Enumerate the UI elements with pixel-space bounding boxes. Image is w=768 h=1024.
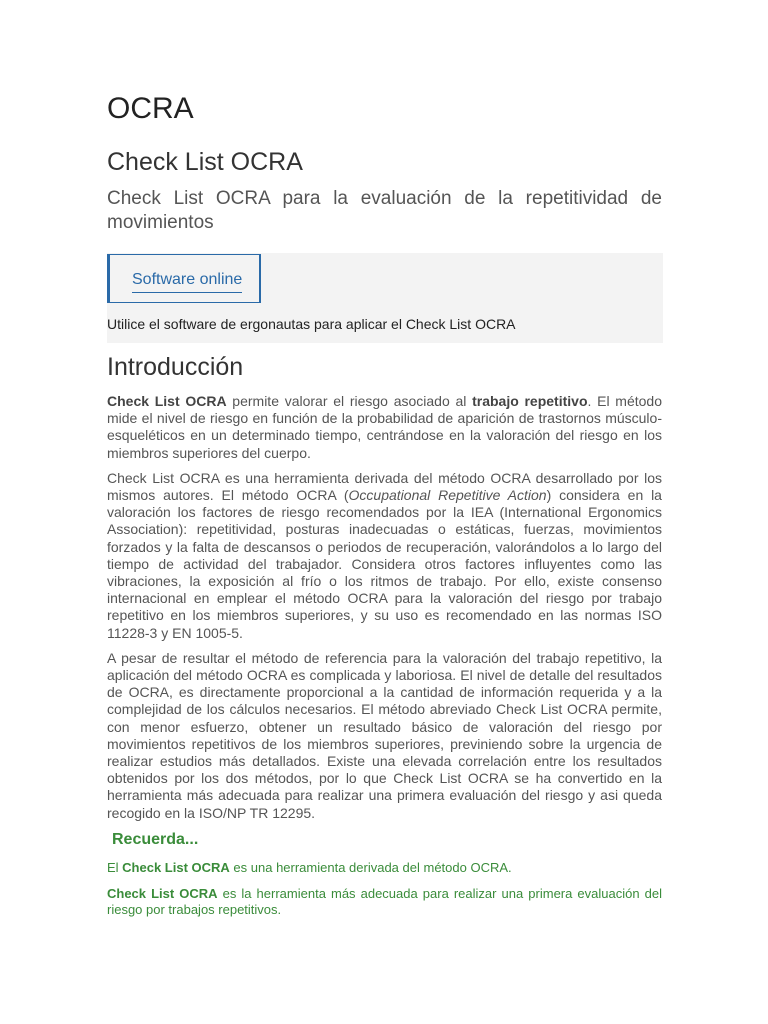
software-online-button[interactable]	[107, 254, 261, 303]
intro-paragraph-1	[107, 393, 662, 462]
text-run: es la herramienta más adecuada para realizar una primera evaluación del riesgo por trabajos repetitivos.	[107, 886, 662, 917]
text-run: Check List OCRA es una herramienta derivada del método OCRA desarrollado por los mismos autores. El método OCRA (	[107, 469, 662, 504]
text-run: es una herramienta derivada del método OCRA.	[229, 860, 512, 875]
text-run: ) considera en la valoración los factores de riesgo recomendados por la IEA (International Ergonomics Association): repetitividad, posturas inadecuadas o estáticas, fuerzas, movimientos forzados y la falta de descansos o periodos de recuperación, valorándolos a lo largo del tiempo de actividad del trabajador. Considera otros factores influyentes como las vibraciones, la exposición al frío o los ritmos de trabajo. Por ello, existe consenso internacional en emplear el método OCRA para la valoración del riesgo por trabajo repetitivo en los miembros superiores, y su uso es recomendado en las normas ISO 11228-3 y EN 1005-5.	[107, 487, 662, 641]
text-run: El	[107, 860, 123, 875]
promo-text: Utilice el software de ergonautas para aplicar el Check List OCRA	[107, 316, 516, 332]
software-online-link[interactable]: Software online	[132, 271, 242, 293]
intro-paragraph-2	[107, 470, 662, 642]
italic-term: Occupational Repetitive Action	[348, 487, 547, 504]
intro-paragraph-3: A pesar de resultar el método de referencia para la valoración del trabajo repetitivo, la aplicación del método OCRA es complicada y laboriosa. El nivel de detalle del resultados de OCRA, es directamente proporcional a la cantidad de información requerida y a la complejidad de los cálculos necesarios. El método abreviado Check List OCRA permite, con menor esfuerzo, obtener un resultado básico de valoración del riesgo por movimientos repetitivos de los miembros superiores, previniendo sobre la urgencia de realizar estudios más detallados. Existe una elevada correlación entre los resultados obtenidos por los dos métodos, por lo que Check List OCRA se ha convertido en la herramienta más adecuada para realizar una primera evaluación del riesgo y asi queda recogido en la ISO/NP TR 12295.	[107, 649, 662, 821]
recuerda-note-1	[107, 860, 662, 876]
bold-term: Check List OCRA	[107, 886, 218, 901]
text-run: permite valorar el riesgo asociado al	[226, 393, 473, 409]
bold-term: Check List OCRA	[107, 393, 227, 409]
text-run: . El método mide el nivel de riesgo en función de la probabilidad de aparición de trastornos músculo-esqueléticos en un determinado tiempo, centrándose en la valoración del riesgo en los miembros superiores del cuerpo.	[107, 393, 662, 461]
bold-term: trabajo repetitivo	[472, 393, 588, 409]
bold-term: Check List OCRA	[122, 860, 230, 875]
intro-body	[107, 393, 662, 830]
software-promo-box	[107, 253, 663, 343]
page-title: OCRA	[107, 92, 194, 125]
page-subtitle: Check List OCRA	[107, 148, 303, 176]
recuerda-note-2	[107, 886, 662, 918]
intro-heading: Introducción	[107, 353, 244, 381]
recuerda-heading: Recuerda...	[112, 831, 199, 848]
lead-text: Check List OCRA para la evaluación de la repetitividad de movimientos	[107, 188, 662, 233]
